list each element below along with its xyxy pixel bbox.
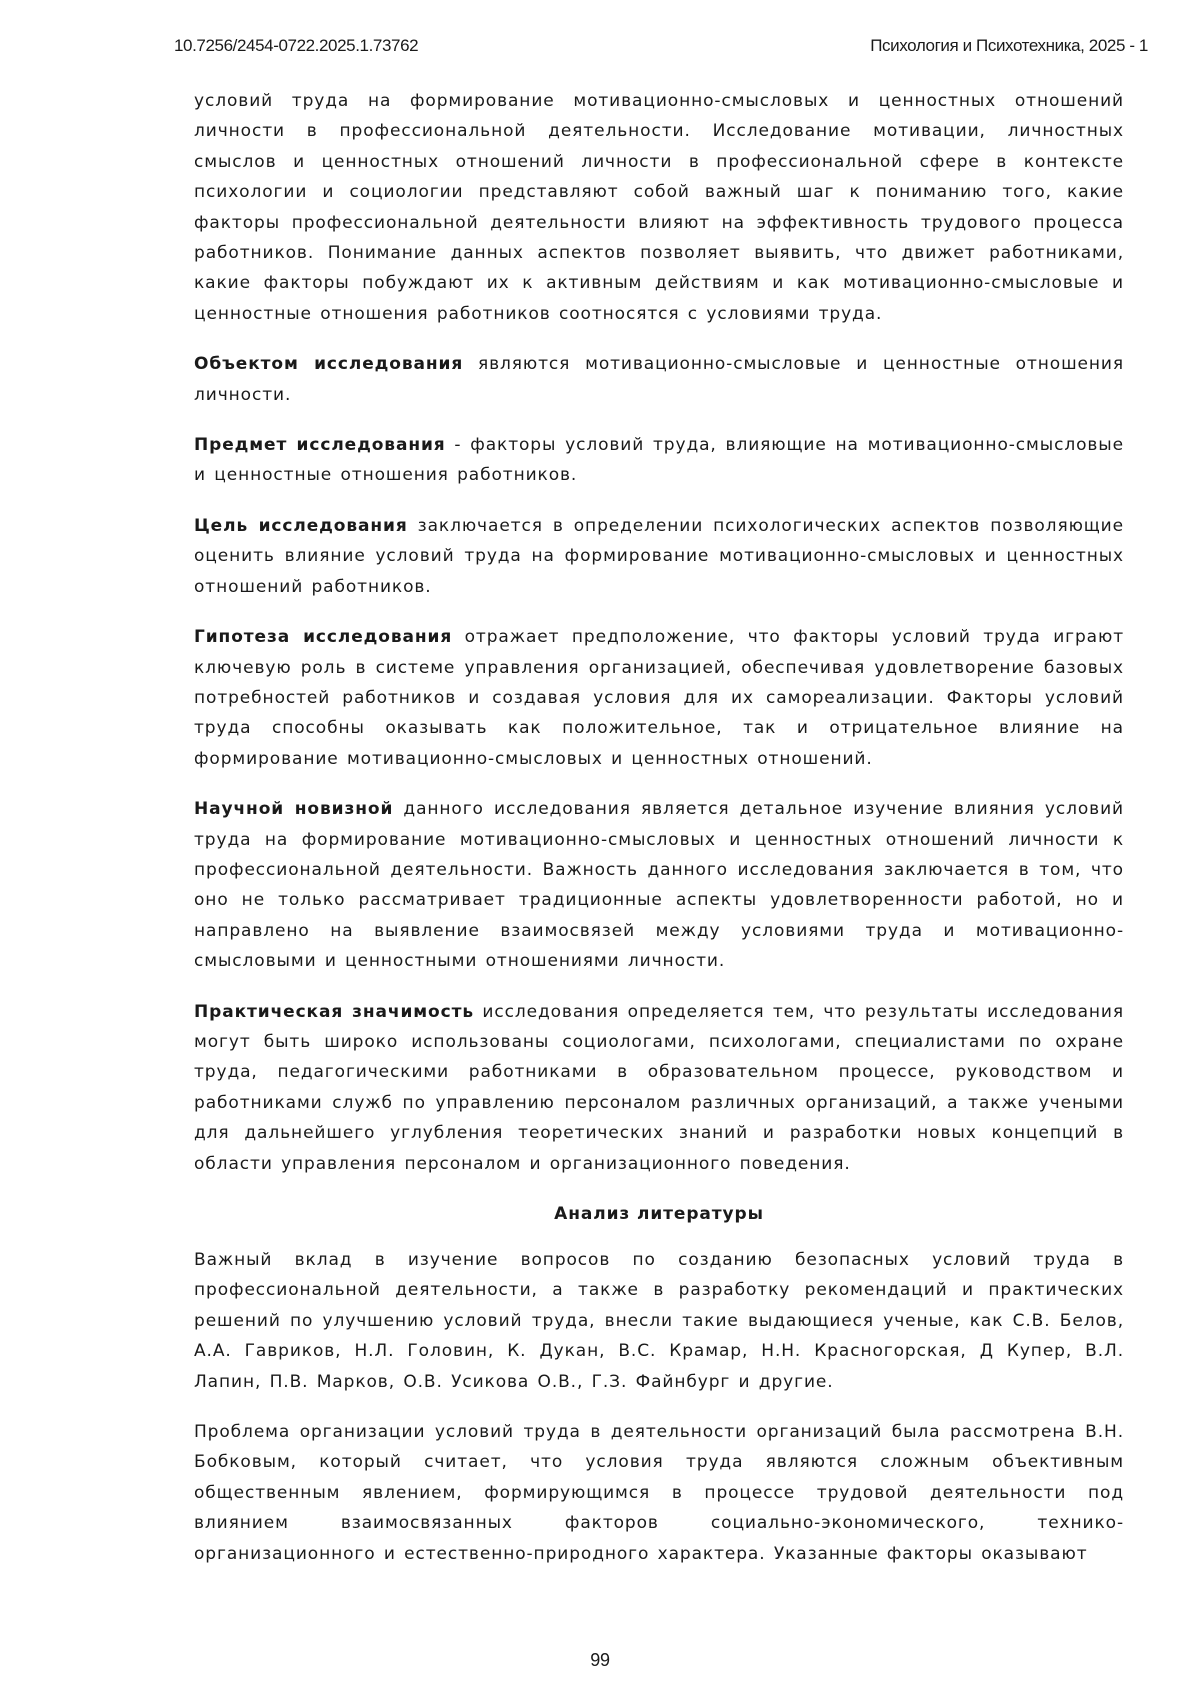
- paragraph-practical-significance: [194, 997, 1124, 1179]
- term-research-goal: Цель исследования: [194, 516, 408, 536]
- paragraph-text: - факторы условий труда, влияющие на мотивационно-смысловые и ценностные отношения работников.: [194, 435, 1124, 485]
- term-practical-significance: Практическая значимость: [194, 1002, 474, 1022]
- paragraph-text: условий труда на формирование мотивационно-смысловых и ценностных отношений личности в профессиональной деятельности. Исследование мотивации, личностных смыслов и ценностных отношений личности в профессиональной сфере в контексте психологии и социологии представляют собой важный шаг к пониманию того, какие факторы профессиональной деятельности влияют на эффективность трудового процесса работников. Понимание данных аспектов позволяет выявить, что движет работниками, какие факторы побуждают их к активным действиям и как мотивационно-смысловые и ценностные отношения работников соотносятся с условиями труда.: [194, 91, 1124, 324]
- paragraph-text: Проблема организации условий труда в деятельности организаций была рассмотрена В.Н. Бобковым, который считает, что условия труда являются сложным объективным общественным явлением, формирующимся в процессе трудовой деятельности под влиянием взаимосвязанных факторов социально-экономического, технико-организационного и естественно-природного характера. Указанные факторы оказывают: [194, 1422, 1124, 1564]
- paragraph-literature-contributors: [194, 1245, 1124, 1397]
- paragraph-text: данного исследования является детальное изучение влияния условий труда на формирование мотивационно-смысловых и ценностных отношений личности к профессиональной деятельности. Важность данного исследования заключается в том, что оно не только рассматривает традиционные аспекты удовлетворенности работой, но и направлено на выявление взаимосвязей между условиями труда и мотивационно-смысловыми и ценностными отношениями личности.: [194, 799, 1124, 971]
- term-research-subject: Предмет исследования: [194, 435, 446, 455]
- page-number: 99: [0, 1650, 1200, 1671]
- paragraph-text: отражает предположение, что факторы условий труда играют ключевую роль в системе управления организацией, обеспечивая удовлетворение базовых потребностей работников и создавая условия для их самореализации. Факторы условий труда способны оказывать как положительное, так и отрицательное влияние на формирование мотивационно-смысловых и ценностных отношений.: [194, 627, 1124, 769]
- paragraph-text: Важный вклад в изучение вопросов по созданию безопасных условий труда в профессиональной деятельности, а также в разработку рекомендаций и практических решений по улучшению условий труда, внесли такие выдающиеся ученые, как С.В. Белов, А.А. Гавриков, Н.Л. Головин, К. Дукан, В.С. Крамар, Н.Н. Красногорская, Д Купер, В.Л. Лапин, П.В. Марков, О.В. Усикова О.В., Г.З. Файнбург и другие.: [194, 1250, 1124, 1392]
- section-heading-literature: Анализ литературы: [194, 1199, 1124, 1229]
- paragraph-text: исследования определяется тем, что результаты исследования могут быть широко использованы социологами, психологами, специалистами по охране труда, педагогическими работниками в образовательном процессе, руководством и работниками служб по управлению персоналом различных организаций, а также учеными для дальнейшего углубления теоретических знаний и разработки новых концепций в области управления персоналом и организационного поведения.: [194, 1002, 1124, 1174]
- paragraph-research-subject: [194, 430, 1124, 491]
- paragraph-literature-bobkov: [194, 1417, 1124, 1569]
- term-hypothesis: Гипотеза исследования: [194, 627, 452, 647]
- doi-text: 10.7256/2454-0722.2025.1.73762: [174, 36, 418, 56]
- running-header: [174, 36, 1148, 60]
- paragraph-text: заключается в определении психологических аспектов позволяющие оценить влияние условий труда на формирование мотивационно-смысловых и ценностных отношений работников.: [194, 516, 1124, 597]
- paragraph-research-goal: [194, 511, 1124, 602]
- term-novelty: Научной новизной: [194, 799, 393, 819]
- paragraph-research-object: [194, 349, 1124, 410]
- paragraph-hypothesis: [194, 622, 1124, 774]
- paragraph-continuation: [194, 86, 1124, 329]
- page-body: [194, 86, 1124, 1589]
- paragraph-text: являются мотивационно-смысловые и ценностные отношения личности.: [194, 354, 1124, 404]
- term-research-object: Объектом исследования: [194, 354, 463, 374]
- journal-title: Психология и Психотехника, 2025 - 1: [870, 36, 1148, 56]
- paragraph-novelty: [194, 794, 1124, 976]
